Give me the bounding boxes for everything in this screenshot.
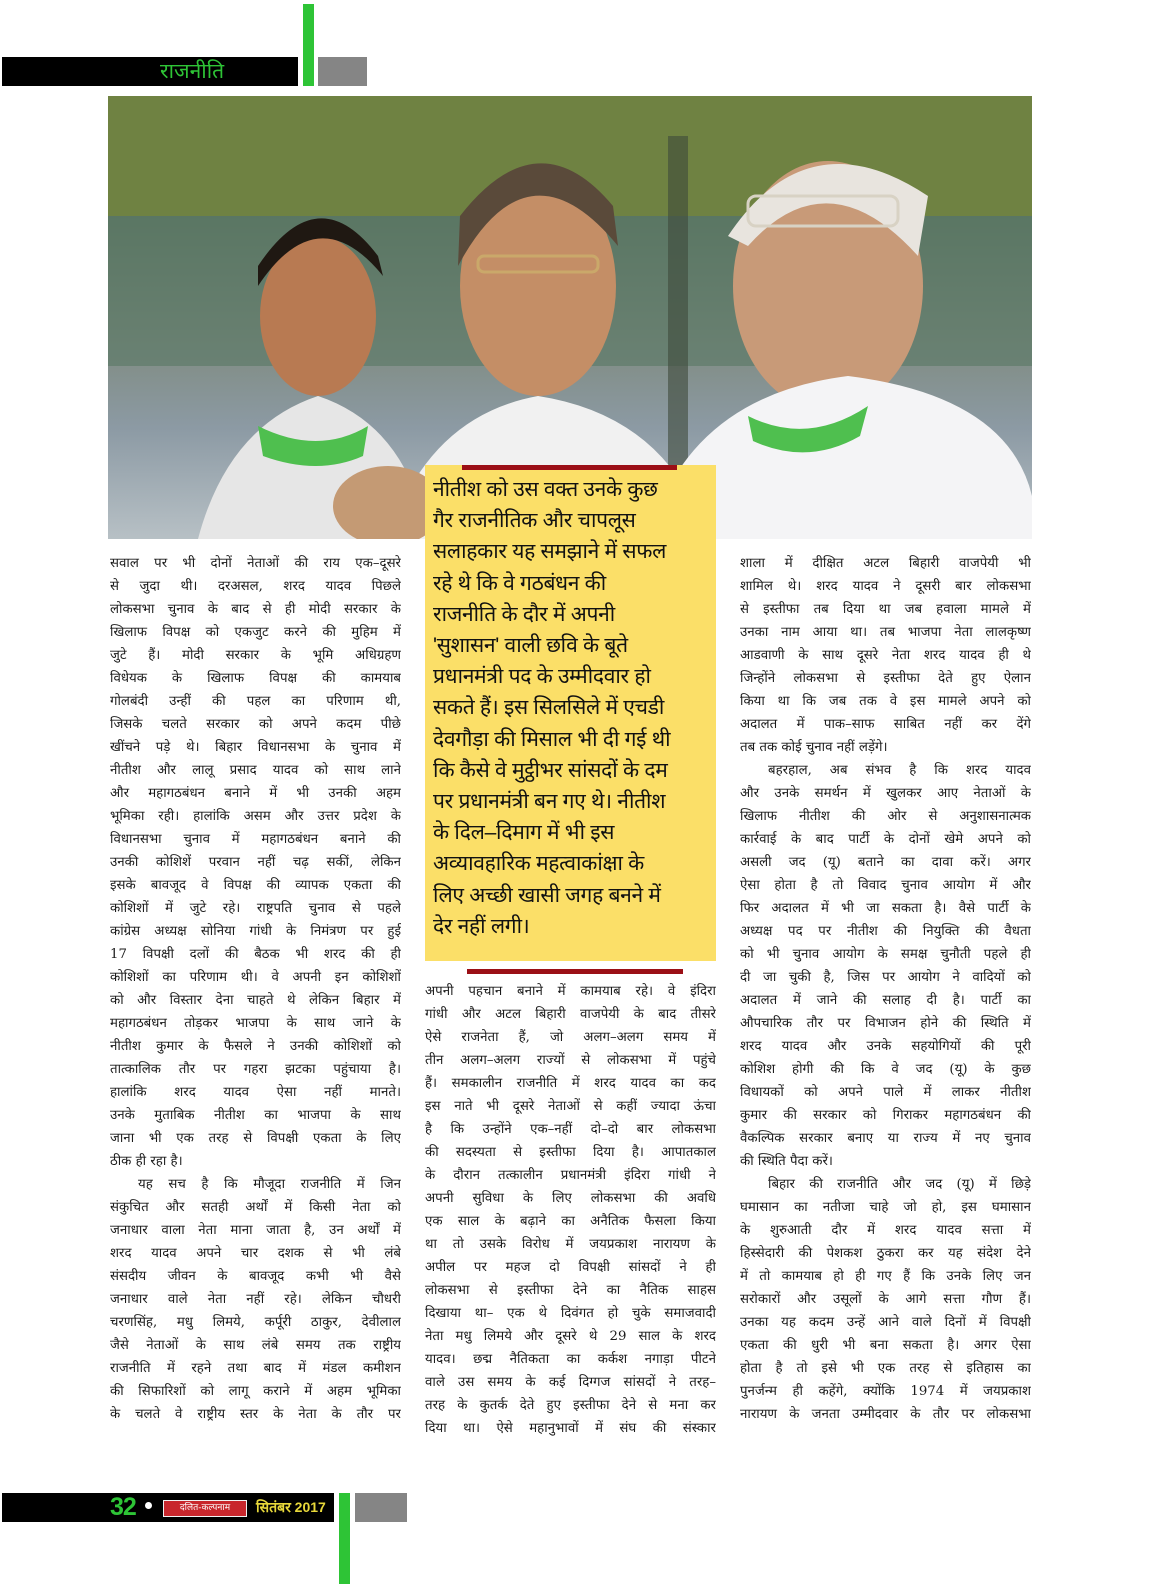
article-text-line: अपील पर महज दो विपक्षी सांसदों ने ही xyxy=(425,1260,716,1275)
article-text-line: को और विस्तार देना चाहते थे लेकिन बिहार में xyxy=(110,993,401,1008)
article-text-line: की सिफारिशों को लागू कराने में अहम भूमिका xyxy=(110,1384,401,1399)
pull-quote-text xyxy=(433,474,713,942)
bullet-separator-icon xyxy=(145,1502,152,1509)
article-text-line: उनका नाम आया था। तब भाजपा नेता लालकृष्ण xyxy=(740,625,1031,640)
header-green-accent xyxy=(303,4,314,86)
article-text-line: में तो कामयाब हो ही गए हैं कि उनके लिए जन xyxy=(740,1269,1031,1284)
article-text-line: गोलबंदी उन्हीं की पहल का परिणाम थी, xyxy=(110,694,401,709)
article-text-line: एक साल के बढ़ाने का अनैतिक फैसला किया xyxy=(425,1214,716,1229)
article-text-line: तरह के कुतर्क देते हुए इस्तीफा देने से मना कर xyxy=(425,1398,716,1413)
article-text-line: तीन अलग–अलग राज्यों से लोकसभा में पहुंचे xyxy=(425,1053,716,1068)
article-text-line: नीतीश कुमार के फैसले ने उनकी कोशिशों को xyxy=(110,1039,401,1054)
pull-quote-line: देर नहीं लगी। xyxy=(433,914,530,938)
pull-quote-line: कि कैसे वे मुट्ठीभर सांसदों के दम xyxy=(433,758,668,782)
article-text-line: नीतीश और लालू प्रसाद यादव को साथ लाने xyxy=(110,763,401,778)
photo-pole xyxy=(668,136,688,516)
pull-quote-line: गैर राजनीतिक और चापलूस xyxy=(433,509,636,533)
article-text-line: चरणसिंह, मधु लिमये, कर्पूरी ठाकुर, देवीलाल xyxy=(110,1315,401,1330)
article-text-line: अपनी सुविधा के लिए लोकसभा की अवधि xyxy=(425,1191,716,1206)
article-text-line: जनाधार वाले नेता नहीं रहे। लेकिन चौधरी xyxy=(110,1292,401,1307)
article-text-line: लोकसभा से इस्तीफा देने का नैतिक साहस xyxy=(425,1283,716,1298)
pull-quote-line: लिए अच्छी खासी जगह बनने में xyxy=(433,883,661,907)
article-text-line: अध्यक्ष पद पर नीतीश की नियुक्ति की वैधता xyxy=(740,924,1031,939)
article-text-line: बिहार की राजनीति और जद (यू) में छिड़े xyxy=(768,1177,1031,1192)
article-text-line: खिलाफ विपक्ष को एकजुट करने की मुहिम में xyxy=(110,625,401,640)
article-text-line: ऐसे राजनेता हैं, जो अलग–अलग समय में xyxy=(425,1030,716,1045)
article-text-line: और महागठबंधन बनाने में भी उनकी अहम xyxy=(110,786,401,801)
article-text-line: है कि उन्होंने एक–नहीं दो–दो बार लोकसभा xyxy=(425,1122,716,1137)
article-text-line: कार्रवाई के बाद पार्टी के दोनों खेमे अपने को xyxy=(740,832,1031,847)
article-text-line: हालांकि शरद यादव ऐसा नहीं मानते। xyxy=(110,1085,401,1100)
article-text-line: वैकल्पिक सरकार बनाए या राज्य में नए चुनाव xyxy=(740,1131,1031,1146)
article-text-line: दिया था। ऐसे महानुभावों में संघ की संस्कार xyxy=(425,1421,716,1436)
pull-quote-line: पर प्रधानमंत्री बन गए थे। नीतीश xyxy=(433,790,666,814)
article-text-line: आडवाणी के साथ दूसरे नेता शरद यादव ही थे xyxy=(740,648,1031,663)
publication-logo: दलित-कल्पनाम xyxy=(163,1500,247,1517)
article-text-line: खींचने पड़े थे। बिहार विधानसभा के चुनाव में xyxy=(110,740,401,755)
article-text-line: होता है तो इसे भी एक तरह से इतिहास का xyxy=(740,1361,1031,1376)
article-text-line: किया था कि जब तक वे इस मामले अपने को xyxy=(740,694,1031,709)
article-text-line: असली जद (यू) बताने का दावा करें। अगर xyxy=(740,855,1031,870)
article-text-line: इसके बावजूद वे विपक्ष की व्यापक एकता की xyxy=(110,878,401,893)
article-text-line: और उनके समर्थन में खुलकर आए नेताओं के xyxy=(740,786,1031,801)
article-text-line: इस नाते भी दूसरे नेताओं से कहीं ज्यादा ऊंचा xyxy=(425,1099,716,1114)
article-text-line: जैसे नेताओं के साथ लंबे समय तक राष्ट्रीय xyxy=(110,1338,401,1353)
article-text-line: यह सच है कि मौजूदा राजनीति में जिन xyxy=(138,1177,401,1192)
article-text-line: विधेयक के खिलाफ विपक्ष की कामयाब xyxy=(110,671,401,686)
article-text-line: लोकसभा चुनाव के बाद से ही मोदी सरकार के xyxy=(110,602,401,617)
article-text-line: शरद यादव और उनके सहयोगियों की पूरी xyxy=(740,1039,1031,1054)
pull-quote-line: के दिल–दिमाग में भी इस xyxy=(433,821,615,845)
article-text-line: फिर अदालत में भी जा सकता है। वैसे पार्टी के xyxy=(740,901,1031,916)
article-text-line: नारायण के जनता उम्मीदवार के तौर पर लोकसभा xyxy=(740,1407,1031,1422)
article-text-line: अपनी पहचान बनाने में कामयाब रहे। वे इंदिरा xyxy=(425,984,716,999)
article-text-line: राजनीति में रहने तथा बाद में मंडल कमीशन xyxy=(110,1361,401,1376)
article-text-line: दी जा चुकी है, जिस पर आयोग ने वादियों को xyxy=(740,970,1031,985)
article-text-line: ठीक ही रहा है। xyxy=(110,1154,183,1169)
article-column-3 xyxy=(740,552,1031,1426)
pull-quote-line: सलाहकार यह समझाने में सफल xyxy=(433,540,667,564)
article-column-1 xyxy=(110,552,401,1426)
article-text-line: सरोकारों और उसूलों के आगे सत्ता गौण हैं। xyxy=(740,1292,1031,1307)
article-text-line: था तो उसके विरोध में जयप्रकाश नारायण के xyxy=(425,1237,716,1252)
pull-quote-line: राजनीति के दौर में अपनी xyxy=(433,602,615,626)
article-text-line: महागठबंधन तोड़कर भाजपा के साथ जाने के xyxy=(110,1016,401,1031)
article-text-line: जिसके चलते सरकार को अपने कदम पीछे xyxy=(110,717,401,732)
article-text-line: के शुरुआती दौर में शरद यादव सत्ता में xyxy=(740,1223,1031,1238)
article-text-line: हिस्सेदारी की पेशकश ठुकरा कर यह संदेश देने xyxy=(740,1246,1031,1261)
article-text-line: शामिल थे। शरद यादव ने दूसरी बार लोकसभा xyxy=(740,579,1031,594)
article-text-line: कोशिशों में जुटे रहे। राष्ट्रपति चुनाव से पहले xyxy=(110,901,401,916)
article-text-line: कुमार की सरकार को गिराकर महागठबंधन की xyxy=(740,1108,1031,1123)
issue-date: सितंबर 2017 xyxy=(256,1499,326,1515)
pull-quote-line: रहे थे कि वे गठबंधन की xyxy=(433,571,606,595)
footer-green-accent xyxy=(339,1493,350,1584)
article-text-line: अदालत में पाक–साफ साबित नहीं कर देंगे xyxy=(740,717,1031,732)
article-text-line: उनके मुताबिक नीतीश का भाजपा के साथ xyxy=(110,1108,401,1123)
article-text-line: तात्कालिक तौर पर गहरा झटका पहुंचाया है। xyxy=(110,1062,401,1077)
article-text-line: उनका यह कदम उन्हें आने वाले दिनों में विपक्षी xyxy=(740,1315,1031,1330)
article-text-line: कोशिशों का परिणाम थी। वे अपनी इन कोशिशों xyxy=(110,970,401,985)
article-text-line: यादव। छद्म नैतिकता का कर्कश नगाड़ा पीटने xyxy=(425,1352,716,1367)
article-text-line: से इस्तीफा तब दिया था जब हवाला मामले में xyxy=(740,602,1031,617)
article-text-line: के चलते वे राष्ट्रीय स्तर के नेता के तौर पर xyxy=(110,1407,401,1422)
article-text-line: जाना भी एक तरह से विपक्षी एकता के लिए xyxy=(110,1131,401,1146)
page-number: 32 xyxy=(110,1493,136,1521)
article-text-line: संकुचित और सतही अर्थों में किसी नेता को xyxy=(110,1200,401,1215)
footer-gray-block xyxy=(355,1493,407,1522)
pull-quote-line: सकते हैं। इस सिलसिले में एचडी xyxy=(433,696,665,720)
article-text-line: शाला में दीक्षित अटल बिहारी वाजपेयी भी xyxy=(740,556,1031,571)
article-text-line: ऐसा होता है तो विवाद चुनाव आयोग में और xyxy=(740,878,1031,893)
pull-quote-line: नीतीश को उस वक्त उनके कुछ xyxy=(433,478,658,501)
article-text-line: घमासान का नतीजा चाहे जो हो, इस घमासान xyxy=(740,1200,1031,1215)
article-text-line: की सदस्यता से इस्तीफा दिया है। आपातकाल xyxy=(425,1145,716,1160)
article-text-line: बहरहाल, अब संभव है कि शरद यादव xyxy=(768,763,1031,778)
pull-quote-line: 'सुशासन' वाली छवि के बूते xyxy=(433,634,628,658)
article-text-line: 17 विपक्षी दलों की बैठक भी शरद की ही xyxy=(110,947,401,962)
article-text-line: सवाल पर भी दोनों नेताओं की राय एक–दूसरे xyxy=(110,556,401,571)
article-text-line: जुटे हैं। मोदी सरकार के भूमि अधिग्रहण xyxy=(110,648,401,663)
article-text-line: विधानसभा चुनाव में महागठबंधन बनाने की xyxy=(110,832,401,847)
section-header-bar xyxy=(2,57,298,86)
article-text-line: गांधी और अटल बिहारी वाजपेयी के बाद तीसरे xyxy=(425,1007,716,1022)
pull-quote-line: अव्यावहारिक महत्वाकांक्षा के xyxy=(433,852,645,876)
article-text-line: की स्थिति पैदा करें। xyxy=(740,1154,833,1169)
pull-quote-line: देवगौड़ा की मिसाल भी दी गई थी xyxy=(433,727,671,751)
pull-quote-rule-bottom xyxy=(467,969,683,974)
article-text-line: शरद यादव अपने चार दशक से भी लंबे xyxy=(110,1246,401,1261)
section-title: राजनीति xyxy=(160,59,225,83)
article-text-line: कोशिश होगी की कि वे जद (यू) के कुछ xyxy=(740,1062,1031,1077)
article-text-line: तब तक कोई चुनाव नहीं लड़ेंगे। xyxy=(740,740,888,755)
article-text-line: कांग्रेस अध्यक्ष सोनिया गांधी के निमंत्रण पर हुई xyxy=(110,924,401,939)
article-text-line: से जुदा थी। दरअसल, शरद यादव पिछले xyxy=(110,579,401,594)
article-text-line: को भी चुनाव आयोग के समक्ष चुनौती पहले ही xyxy=(740,947,1031,962)
article-text-line: हैं। समकालीन राजनीति में शरद यादव का कद xyxy=(425,1076,716,1091)
header-gray-block xyxy=(318,57,367,86)
pull-quote-rule-top xyxy=(462,465,677,470)
article-text-line: एकता की धुरी भी बना सकता है। अगर ऐसा xyxy=(740,1338,1031,1353)
article-text-line: पुनर्जन्म ही कहेंगे, क्योंकि 1974 में जयप्रकाश xyxy=(740,1384,1031,1399)
article-text-line: के दौरान तत्कालीन प्रधानमंत्री इंदिरा गांधी ने xyxy=(425,1168,716,1183)
article-text-line: संसदीय जीवन के बावजूद कभी भी वैसे xyxy=(110,1269,401,1284)
article-text-line: वाले उस समय के कई दिग्गज सांसदों ने तरह– xyxy=(425,1375,716,1390)
article-text-line: जिन्होंने लोकसभा से इस्तीफा देते हुए ऐलान xyxy=(740,671,1031,686)
article-text-line: दिखाया था– एक थे दिवंगत हो चुके समाजवादी xyxy=(425,1306,716,1321)
article-text-line: खिलाफ नीतीश की ओर से अनुशासनात्मक xyxy=(740,809,1031,824)
article-column-2 xyxy=(425,980,716,1440)
article-text-line: उनकी कोशिशें परवान नहीं चढ़ सकीं, लेकिन xyxy=(110,855,401,870)
article-text-line: अदालत में जाने की सलाह दी है। पार्टी का xyxy=(740,993,1031,1008)
article-text-line: जनाधार वाला नेता माना जाता है, उन अर्थों में xyxy=(110,1223,401,1238)
article-text-line: नेता मधु लिमये और दूसरे थे 29 साल के शरद xyxy=(425,1329,716,1344)
pull-quote-line: प्रधानमंत्री पद के उम्मीदवार हो xyxy=(433,665,651,689)
article-text-line: विधायकों को अपने पाले में लाकर नीतीश xyxy=(740,1085,1031,1100)
article-text-line: औपचारिक तौर पर विभाजन होने की स्थिति में xyxy=(740,1016,1031,1031)
article-text-line: भूमिका रही। हालांकि असम और उत्तर प्रदेश के xyxy=(110,809,401,824)
